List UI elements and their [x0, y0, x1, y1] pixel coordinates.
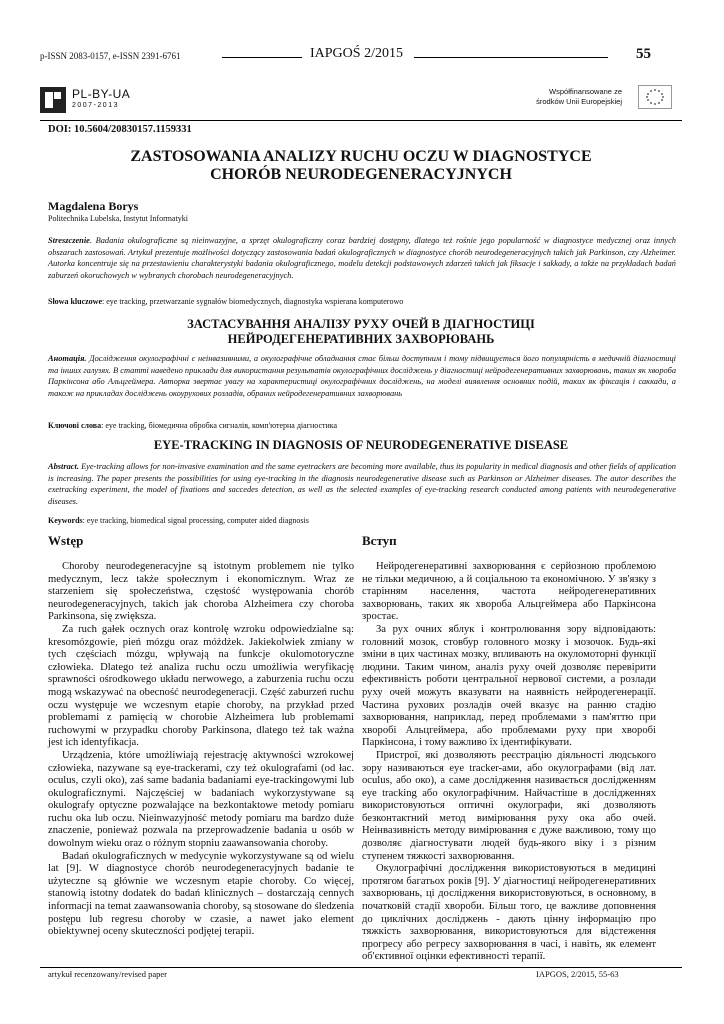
abstract-ua	[48, 353, 676, 399]
left-column-body	[48, 561, 354, 939]
right-column-body	[362, 561, 656, 964]
header-rule-right	[414, 57, 608, 58]
title-pl	[40, 148, 682, 184]
header-rule-left	[222, 57, 302, 58]
eu-cofinance-text	[500, 87, 622, 107]
journal-name: IAPGOŚ 2/2015	[310, 46, 403, 61]
abstract-en-label: Abstract.	[48, 462, 79, 471]
footer-right: IAPGOS, 2/2015, 55-63	[536, 969, 619, 979]
keywords-ua-label: Ключові слова	[48, 421, 102, 430]
keywords-en-label: Keywords	[48, 516, 83, 525]
right-paragraph: Нейродегенеративні захворювання є серйозною проблемою не тільки медичною, а й соціальною та економічною. У зв'язку з старінням населення, частота нейродегенеративних захворювань, таких як хвороба Альцгеймера або Паркінсона зростає.	[362, 561, 656, 623]
abstract-pl	[48, 235, 676, 281]
heading-wstep: Wstęp	[48, 533, 84, 548]
pl-by-ua-logo	[40, 87, 140, 113]
eu-flag	[638, 85, 672, 109]
abstract-ua-label: Анотація.	[48, 354, 87, 363]
doi[interactable]: DOI: 10.5604/20830157.1159331	[48, 124, 192, 135]
right-paragraph: Пристрої, які дозволяють реєстрацію діяльності людського зору називаються eye tracker-ами, або окулографами (від лат. oculus, або око), а саме дослідження називається дослідженням eye tracking або окулографічним. Найчастіше в дослідженнях використовуються оптичні окулографи, які дозволяють безконтактний метод вимірювання руху ока або очей. Неінвазивність методу вимірювання є дуже важливою, тому що дозволяє діагностувати людей будь-якого віку і з різним ступенем тяжкості захворювання.	[362, 749, 656, 862]
logo-years: 2007-2013	[72, 102, 119, 109]
abstract-ua-text: Дослідження окулографічні є неінвазивними, а окулографічне обладнання стає більш доступним і тому підвищується його популярність в медичній діагностиці та інших галузях. В статті наведено приклади для використання результатів окулографічних досліджень у діагностиці нейродегенеративних захворювань, таких як хвороба Паркінсона або Альцгеймера. Авторка звертає увагу на характеристиці окулографічних досліджень, на моделі виявлення основних подій, таких як фіксація і саккади, а також на прикладах досліджень окоурухових розладів, обраних нейродегенеративних захворювань	[48, 354, 676, 398]
logo-mark-icon	[40, 87, 66, 113]
title-ua	[40, 317, 682, 347]
eu-text-line1: Współfinansowane ze	[549, 87, 622, 96]
eu-stars-icon	[639, 86, 671, 108]
right-paragraph: Окулографічні дослідження використовуються в медицині протягом багатьох років [9]. У діагностиці нейродегенеративних захворювань, ці дослідження використовуються, в основному, в початковій стадії хвороби. Більш того, це важливе доповнення до циклічних досліджень - дають цінну інформацію про тяжкість захворювання, використовуються для відстеження прогресу або регресу захворювання в часі, і навіть, як елемент об'єктивної оцінки ефективності терапії.	[362, 863, 656, 963]
author-affiliation: Politechnika Lubelska, Instytut Informatyki	[48, 214, 188, 223]
title-ua-line1: ЗАСТАСУВАННЯ АНАЛІЗУ РУХУ ОЧЕЙ В ДІАГНОСТИЦІ	[187, 317, 535, 331]
abstract-en-text: Eye-tracking allows for non-invasive examination and the same eyetrackers are becoming more available, thus its popularity in medical diagnosis and other fields of application is increasing. The paper presents the possibilities for using eye-tracking in the diagnosis neurodegenerative disease such as Parkinson or Alzheimer diseases. The autor describes the exetracking experiment, the model of fixations and saccedes detection, as well as the selected examples of eye-tracking research conducted among patients with neurodegenerative diseases.	[48, 462, 676, 506]
author-name: Magdalena Borys	[48, 199, 139, 213]
abstract-en	[48, 461, 676, 507]
title-en: EYE-TRACKING IN DIAGNOSIS OF NEURODEGENERATIVE DISEASE	[153, 438, 569, 452]
right-paragraph: За рух очних яблук і контролювання зору відповідають: головний мозок, стовбур головного мозку і мозочок. Будь-які зміни в цих частинах мозку, впливають на окуломоторні функції людини. Таким чином, аналіз руху очей дозволяє перевірити ефективність роботи центральної нервової системи, а розлади руху очей можуть вказувати на наявність нейродегенерації. Частина рухових розладів очей вказує на ранню стадію захворювання, наприклад, перед проблемами з пам'яттю при хворобі Альцгеймера, або проблемами руху при хворобі Паркінсона, і тому важливо їх ідентифікувати.	[362, 623, 656, 749]
footer-rule	[40, 967, 682, 968]
keywords-pl-label: Słowa kluczowe	[48, 297, 102, 306]
footer-left: artykuł recenzowany/revised paper	[48, 969, 167, 979]
left-paragraph: Urządzenia, które umożliwiają rejestrację aktywności wzrokowej człowieka, nazywane są eye-trackerami, czy też okulografami (od łac. oculus, czyli oko), zaś same badania badaniami eye-trackingowymi lub okulograficznymi. Najczęściej w badaniach wykorzystywane są okulografy optyczne pozwalające na bezkontaktowe metody pomiaru ruchu oka lub oczu. Nieinwazyjność metody pomiaru ma bardzo duże znaczenie, ponieważ pozwala na przeprowadzenie badania u osób w dowolnym wieku oraz o różnym stopniu zaawansowania choroby.	[48, 749, 354, 850]
title-ua-line2: НЕЙРОДЕГЕНЕРАТИВНИХ ЗАХВОРЮВАНЬ	[227, 332, 495, 346]
left-paragraph: Choroby neurodegeneracyjne są istotnym problemem nie tylko medycznym, lecz także społecznym i ekonomicznym. Wraz ze starzeniem się społeczeństwa, częstość występowania chorób neurodegeneracyjnych, takich jak choroba Alzheimera czy choroba Parkinsona, się zwiększa.	[48, 561, 354, 623]
logo-rule	[40, 120, 682, 121]
eu-text-line2: środków Unii Europejskiej	[536, 97, 622, 106]
abstract-pl-label: Streszczenie	[48, 236, 90, 245]
keywords-pl-text: : eye tracking, przetwarzanie sygnałów biomedycznych, diagnostyka wspierana komputerowo	[102, 297, 404, 306]
left-paragraph: Badań okulograficznych w medycynie wykorzystywane są od wielu lat [9]. W diagnostyce chorób neurodegeneracyjnych badanie te użyteczne są głównie we wczesnym etapie choroby. Co więcej, stanowią istotny dodatek do badań klinicznych – dostarczają cennych informacji na temat zaawansowania choroby, są stosowane do śledzenia postępu lub regresu choroby w czasie, a nawet jako element obiektywnej oceny skuteczności podjętej terapii.	[48, 850, 354, 938]
logo-name: PL-BY-UA	[72, 87, 131, 101]
title-pl-line2: CHORÓB NEURODEGENERACYJNYCH	[210, 166, 512, 183]
abstract-pl-text: . Badania okulograficzne są nieinwazyjne, a sprzęt okulograficzny coraz bardziej dostępny, dlatego też rośnie jego popularność w diagnostyce medycznej oraz innych obszarach zastosowań. Artykuł prezentuje możliwości dotyczący zastosowania badań okulograficznych w diagnostyce chorób neurodegeneracyjnych takich jak Parkinson, czy Alzheimer. Autorka koncentruje się na przestawieniu charakterystyki badania okulograficznego, modelu detekcji podstawowych zdarzeń takich jak fiksacje i sakkady, a także na przykładach badań zaburzeń okoruchowych w wybranych chorobach neurodegeneracyjnych.	[48, 236, 676, 280]
keywords-ua	[48, 421, 337, 430]
issn-line: p-ISSN 2083-0157, e-ISSN 2391-6761	[40, 51, 181, 61]
keywords-pl	[48, 297, 403, 306]
title-pl-line1: ZASTOSOWANIA ANALIZY RUCHU OCZU W DIAGNOSTYCE	[130, 148, 592, 165]
keywords-en	[48, 516, 309, 525]
keywords-ua-text: : eye tracking, біомедична обробка сигналів, комп'ютерна діагностика	[101, 421, 338, 430]
heading-vstup: Вступ	[362, 533, 397, 548]
keywords-en-text: : eye tracking, biomedical signal processing, computer aided diagnosis	[82, 516, 309, 525]
left-paragraph: Za ruch gałek ocznych oraz kontrolę wzroku odpowiedzialne są: kresomózgowie, pień mózgu oraz móżdżek. Jakiekolwiek zmiany w tych częściach mózgu, wpływają na funkcje okulomotoryczne człowieka. Dlatego też analiza ruchu oczu umożliwia weryfikację sprawności ośrodkowego układu nerwowego, a zaburzenia ruchu oczu mogą wskazywać na obecność neurodegeneracji. Część zaburzeń ruchu oczu występuje we wczesnym etapie choroby, na przykład przed problemami z pamięcią w chorobie Alzheimera lub problemami ruchowymi w przypadku choroby Parkinsona, dlatego też tak ważna jest ich identyfikacja.	[48, 623, 354, 749]
page-number: 55	[636, 46, 651, 62]
